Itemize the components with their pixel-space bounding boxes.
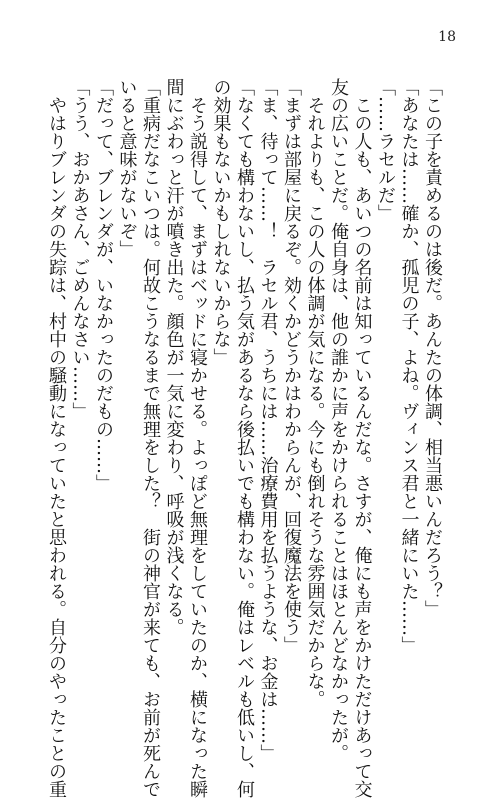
text-line: いると意味がないぞ」 xyxy=(116,78,138,258)
text-line: 友の広いことだ。俺自身は、他の誰かに声をかけられることはほとんどなかったが。 xyxy=(328,78,349,762)
text-line: そう説得して、まずはベッドに寝かせる。よっぽど無理をしていたのか、横になった瞬 xyxy=(187,78,208,798)
vertical-text-body xyxy=(45,78,445,798)
text-line: この人も、あいつの名前は知っているんだな。さすが、俺にも声をかけただけあって交 xyxy=(351,78,373,798)
text-line: 間にぶわっと汗が噴き出た。顔色が一気に変わり、呼吸が浅くなる。 xyxy=(163,78,185,636)
page-number: 18 xyxy=(438,29,456,45)
text-line: 「うう、おかあさん、ごめんなさい……」 xyxy=(69,78,91,420)
text-line: 「なくても構わないし、払う気があるなら後払いでも構わない。俺はレベルも低いし、何 xyxy=(234,78,255,798)
text-line: 「ま、待って……！ ラセル君、うちには……治療費用を払うような、お金は……」 xyxy=(257,78,279,762)
text-line: 「……ラセルだ」 xyxy=(375,78,396,222)
text-line: の効果もないかもしれないからな」 xyxy=(210,78,232,366)
text-line: 「重病だなこいつは。何故こうなるまで無理をした？ 街の神官が来ても、お前が死んで xyxy=(140,78,161,798)
text-line: 「この子を責めるのは後だ。あんたの体調、相当悪いんだろう？」 xyxy=(422,78,443,618)
text-line: 「まずは部屋に戻るぞ。効くかどうかはわからんが、回復魔法を使う」 xyxy=(281,78,302,654)
text-line: それよりも、この人の体調が気になる。今にも倒れそうな雰囲気だからな。 xyxy=(304,78,326,708)
text-line: やはりブレンダの失踪は、村中の騒動になっていたと思われる。自分のやったことの重 xyxy=(46,78,67,798)
text-line: 「だって、ブレンダが、いなかったのだもの……」 xyxy=(93,78,114,492)
text-line: 「あなたは……確か、孤児の子、よね。ヴィンス君と一緒にいた……」 xyxy=(398,78,420,654)
